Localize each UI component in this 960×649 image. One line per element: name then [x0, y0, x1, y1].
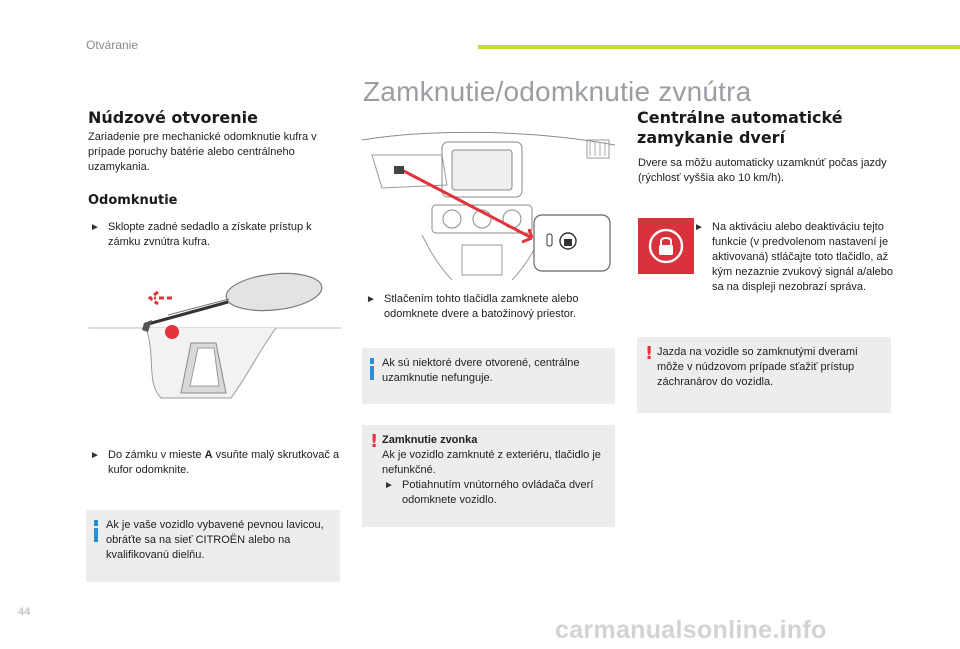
- section-heading-emergency-opening: Núdzové otvorenie: [88, 108, 258, 127]
- step-insert-screwdriver: ► Do zámku v mieste A vsuňte malý skrutkovač a kufor odomknite.: [90, 449, 340, 476]
- bullet-arrow-icon: ►: [694, 222, 704, 233]
- step-press-lock-button: ► Stlačením tohto tlačidla zamknete alebo odomknete dvere a batožinový priestor.: [366, 293, 579, 320]
- bullet-arrow-icon: ►: [384, 480, 394, 491]
- bullet-arrow-icon: ►: [366, 294, 376, 305]
- emergency-intro: Zariadenie pre mechanické odomknutie kufra v prípade poruchy batérie alebo centrálneho uzamykania.: [88, 131, 317, 173]
- step-toggle-auto-lock: ► Na aktiváciu alebo deaktiváciu tejto funkcie (v predvolenom nastavení je aktivovaná) stláčajte toto tlačidlo, až kým nezaznie zvukový signál a/alebo sa na displeji nezobrazí správa.: [694, 221, 893, 293]
- bullet-arrow-icon: ►: [90, 222, 100, 233]
- bullet-arrow-icon: ►: [90, 450, 100, 461]
- lock-button-tile: [638, 218, 694, 274]
- info-stripe-icon: [370, 358, 374, 380]
- info-stripe-icon: [94, 520, 98, 542]
- info-note-doors-open: Ak sú niektoré dvere otvorené, centrálne uzamknutie nefunguje.: [362, 348, 615, 404]
- figure-label-a: A: [83, 326, 91, 336]
- lock-icon: [638, 218, 694, 274]
- exclamation-icon: !: [370, 431, 379, 452]
- section-label: Otváranie: [86, 38, 139, 52]
- page-title: Zamknutie/odomknutie zvnútra: [363, 76, 752, 107]
- warning-note-locked-driving: ! Jazda na vozidle so zamknutými dverami môže v núdzovom prípade sťažiť prístup záchranárov do vozidla.: [637, 337, 891, 413]
- warning-note-external-lock: ! Zamknutie zvonka Ak je vozidlo zamknuté z exteriéru, tlačidlo je nefunkčné. ► Potiahnutím vnútorného ovládača dverí odomknete vozidlo.: [362, 425, 615, 527]
- exclamation-icon: !: [645, 343, 654, 364]
- header-accent-bar: [478, 45, 960, 49]
- info-note-fixed-bench: Ak je vaše vozidlo vybavené pevnou lavicou, obráťte sa na sieť CITROËN alebo na kvalifikovanú dielňu.: [86, 510, 340, 582]
- trunk-lock-illustration: [86, 268, 341, 428]
- page-number: 44: [18, 606, 31, 618]
- central-locking-intro: Dvere sa môžu automaticky uzamknúť počas jazdy (rýchlosť vyššia ako 10 km/h).: [638, 157, 887, 184]
- subheading-unlocking: Odomknutie: [88, 193, 178, 208]
- watermark: carmanualsonline.info: [555, 616, 827, 644]
- section-heading-central-locking: Centrálne automatické zamykanie dverí: [637, 108, 843, 147]
- dashboard-illustration: [362, 110, 615, 280]
- step-fold-seat: ► Sklopte zadné sedadlo a získate prístup k zámku zvnútra kufra.: [90, 221, 312, 248]
